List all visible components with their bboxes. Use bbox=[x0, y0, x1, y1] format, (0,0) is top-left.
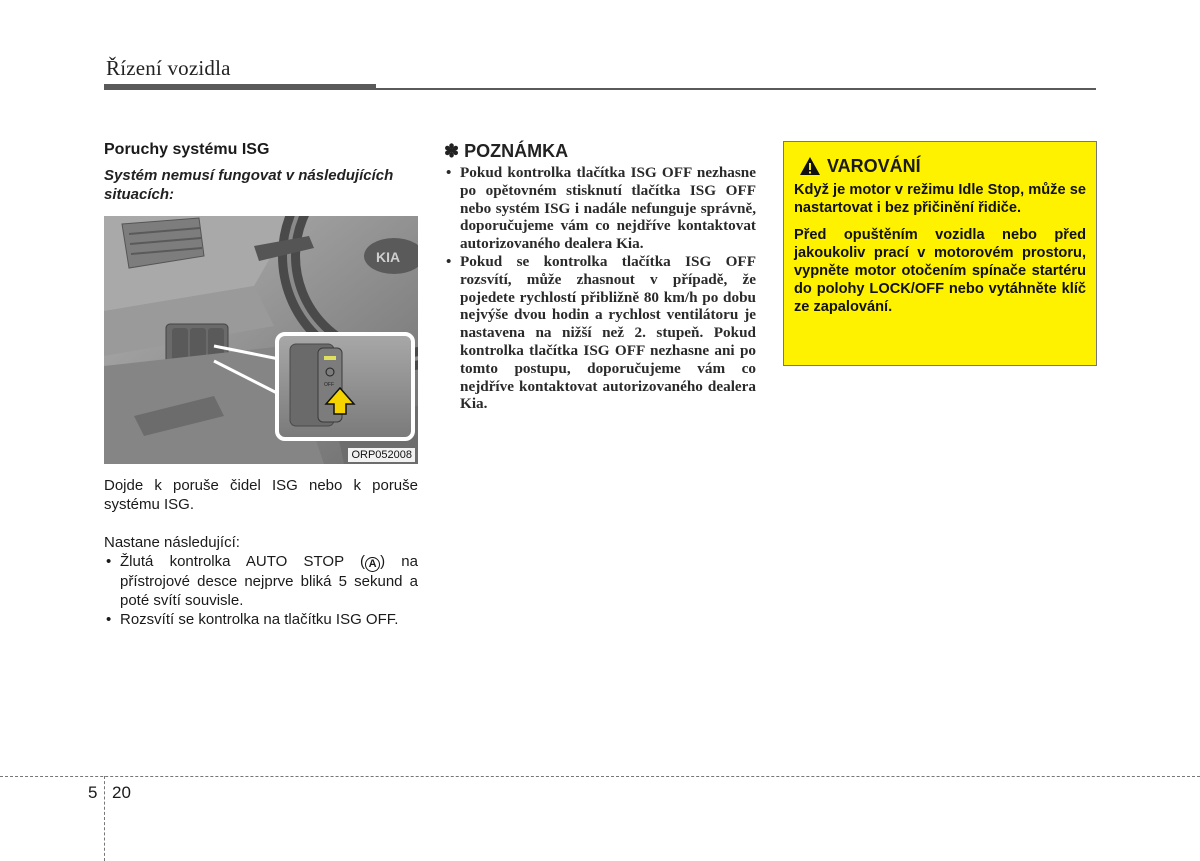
note-list bbox=[444, 164, 756, 413]
dashboard-illustration bbox=[104, 216, 418, 464]
consequence-list bbox=[104, 552, 418, 629]
header-rule-thick bbox=[104, 84, 376, 90]
figure-code-label: ORP052008 bbox=[348, 448, 415, 462]
header-rule-thin bbox=[376, 88, 1096, 90]
para-consequence: Nastane následující: bbox=[104, 534, 240, 551]
svg-text:KIA: KIA bbox=[376, 249, 401, 265]
note-column bbox=[444, 140, 756, 413]
list-item: • Pokud kontrolka tlačítka ISG OFF nezhasne po opětovném stisknutí tlačítka ISG OFF nebo systém ISG i nadále nefunguje správně, doporučujeme vám co nejdříve kontaktovat autorizovaného dealera Kia. bbox=[444, 164, 756, 253]
section-subheading: Systém nemusí fungovat v následujících situacích: bbox=[104, 167, 394, 203]
warning-box bbox=[783, 141, 1097, 366]
list-item: • Pokud se kontrolka tlačítka ISG OFF rozsvítí, může zhasnout v případě, že pojedete rychlostí přibližně 80 km/h po dobu nejvýše dvou hodin a rychlost ventilátoru je nastavena na nižší než 2. stupeň. Pokud kontrolka tlačítka ISG OFF nezhasne ani po tomto postupu, doporučujeme vám co nejdříve kontaktovat autorizovaného dealera Kia. bbox=[444, 253, 756, 413]
list-item: • Rozsvítí se kontrolka na tlačítku ISG OFF. bbox=[104, 610, 418, 629]
bullet-text: ) na přístrojové desce nejprve bliká 5 sekund a poté svítí souvisle. bbox=[120, 553, 418, 609]
bullet-text: Žlutá kontrolka AUTO STOP ( bbox=[120, 553, 366, 570]
warning-para-1: Když je motor v režimu Idle Stop, může se nastartovat i bez přičinění řidiče. bbox=[794, 182, 1086, 216]
section-heading: Poruchy systému ISG bbox=[104, 141, 270, 158]
note-heading: ✽ POZNÁMKA bbox=[444, 141, 569, 161]
isg-button-figure bbox=[104, 216, 418, 464]
warning-para-2: Před opuštěním vozidla nebo před jakoukoliv prací v motorovém prostoru, vypněte motor otočením spínače startéru do polohy LOCK/OFF nebo vytáhněte klíč ze zapalování. bbox=[794, 227, 1086, 315]
left-column bbox=[104, 140, 418, 629]
page-header-title: Řízení vozidla bbox=[106, 56, 231, 80]
warning-triangle-icon bbox=[799, 156, 821, 176]
page-number: 20 bbox=[112, 783, 131, 802]
section-number: 5 bbox=[88, 783, 98, 802]
auto-stop-indicator-icon: A bbox=[365, 557, 380, 572]
list-item bbox=[104, 552, 418, 610]
footer-divider bbox=[0, 776, 1200, 777]
warning-heading: VAROVÁNÍ bbox=[827, 156, 921, 176]
warning-header bbox=[799, 155, 1086, 177]
svg-text:OFF: OFF bbox=[324, 382, 334, 388]
footer-vertical-divider bbox=[104, 776, 105, 861]
para-fault: Dojde k poruše čidel ISG nebo k poruše systému ISG. bbox=[104, 477, 418, 513]
